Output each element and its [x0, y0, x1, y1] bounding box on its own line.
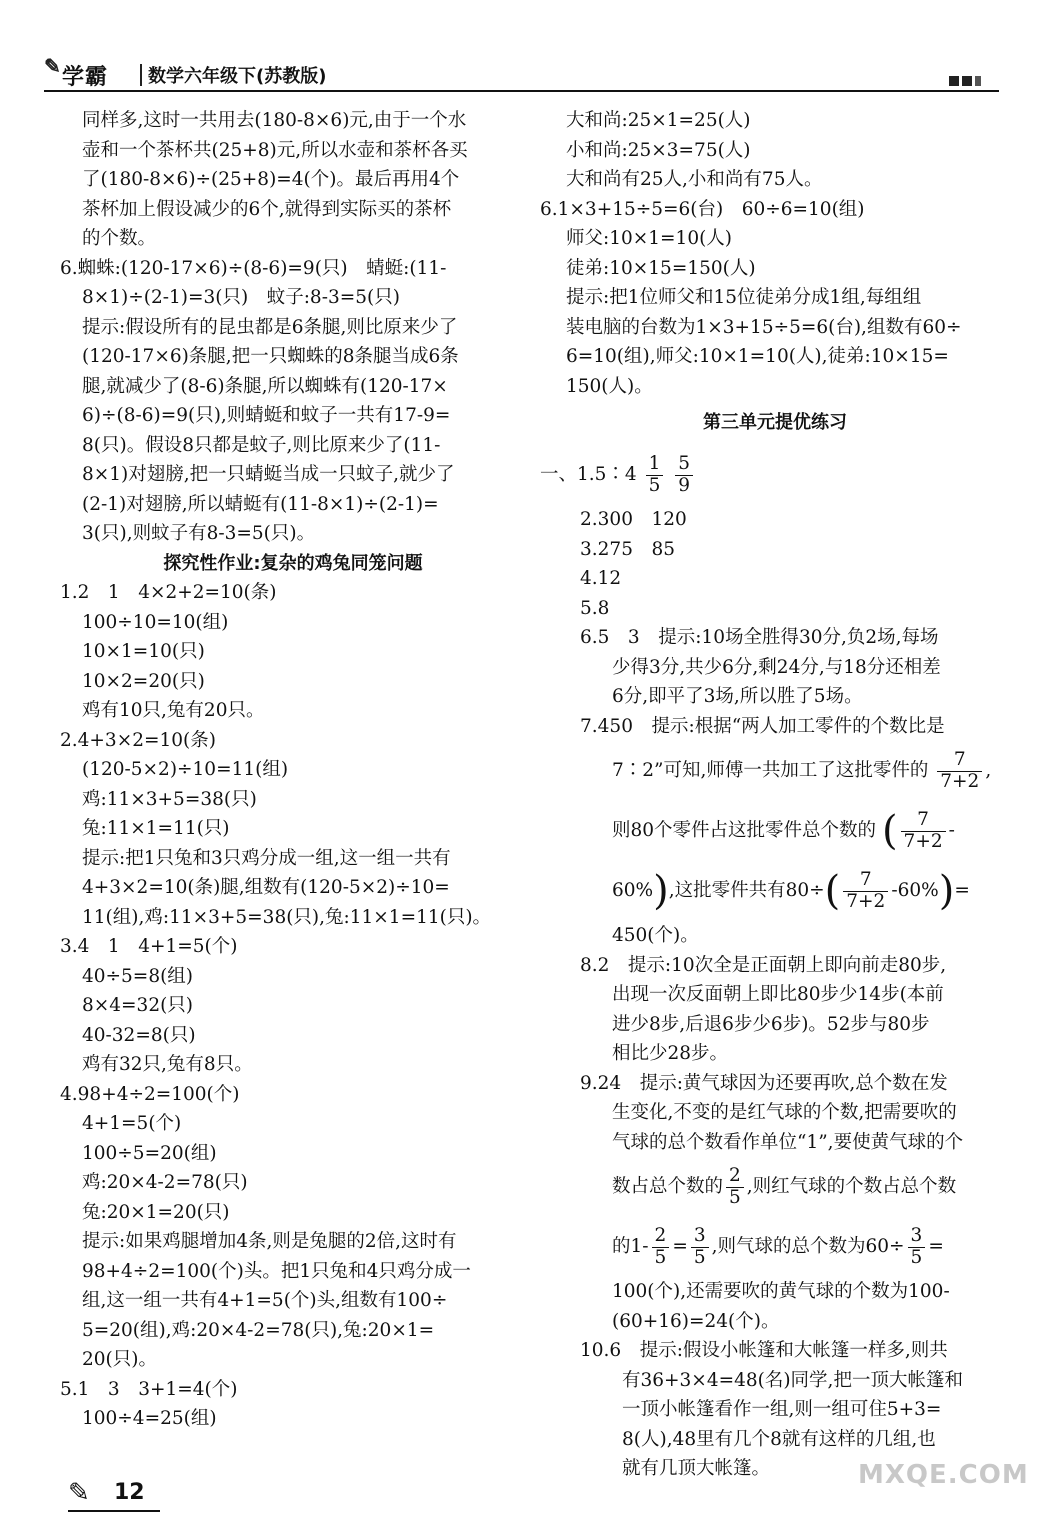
text-line: 98+4÷2=100(个)头。把1只兔和4只鸡分成一	[82, 1260, 471, 1282]
text-line: 100÷4=25(组)	[82, 1408, 217, 1429]
text-line: 数占总个数的 $\frac{2}{5}$ ,则红气球的个数占总个数	[612, 1165, 957, 1208]
text-line: 2.4+3×2=10(条)	[60, 729, 216, 751]
text-line: 3.275 85	[580, 538, 676, 560]
text-line: 了(180-8×6)÷(25+8)=4(个)。最后再用4个	[82, 169, 460, 190]
text-line: 生变化,不变的是红气球的个数,把需要吹的	[612, 1102, 957, 1123]
text-line: 提示:如果鸡腿增加4条,则是兔腿的2倍,这时有	[82, 1231, 457, 1252]
answer-1	[540, 445, 1010, 505]
text-line: 师父:10×1=10(人)	[566, 228, 733, 249]
footer-rule	[68, 1510, 160, 1512]
watermark: MXQE.COM	[858, 1460, 1029, 1490]
text-line: 一顶小帐篷看作一组,则一组可住5+3=	[622, 1399, 942, 1420]
text-line: 4+3×2=10(条)腿,组数有(120-5×2)÷10=	[82, 877, 450, 898]
book-title: 数学六年级下(苏教版)	[148, 66, 327, 87]
text-line: 20(只)。	[82, 1349, 157, 1370]
page-header	[44, 52, 999, 92]
text-line: 则80个零件占这批零件总个数的 ( $\frac{7}{7+2}$ -	[612, 808, 955, 854]
text-line: 10.6 提示:假设小帐篷和大帐篷一样多,则共	[580, 1340, 948, 1361]
text-line: (120-17×6)条腿,把一只蜘蛛的8条腿当成6条	[82, 346, 459, 367]
fraction: $\frac{2}{5}$	[726, 1166, 744, 1208]
page-number: 12	[114, 1480, 145, 1505]
text-line: 150(人)。	[566, 375, 653, 397]
fraction: $\frac{7}{7+2}$	[937, 750, 982, 792]
fraction: $\frac{2}{5}$	[652, 1226, 670, 1268]
text-line: 大和尚:25×1=25(人)	[566, 110, 751, 131]
fraction: $\frac{3}{5}$	[908, 1226, 926, 1268]
text-line: 10×2=20(只)	[82, 670, 205, 692]
text-line: 450(个)。	[612, 925, 699, 946]
left-column	[60, 106, 526, 1434]
text-line: 的1- $\frac{2}{5}$ = $\frac{3}{5}$ ,则气球的总个数为60÷ $\frac{3}{5}$ =	[612, 1225, 944, 1268]
page-footer	[68, 1476, 168, 1516]
text-line: 兔:20×1=20(只)	[82, 1201, 230, 1223]
section-heading: 探究性作业:复杂的鸡兔同笼问题	[163, 552, 423, 574]
pencil-icon: ✎	[68, 1478, 90, 1508]
text-line: 鸡有10只,兔有20只。	[82, 700, 265, 721]
text-line: 3(只),则蚊子有8-3=5(只)。	[82, 523, 316, 544]
text-line: 提示:假设所有的昆虫都是6条腿,则比原来少了	[82, 316, 458, 338]
text-line: 6=10(组),师父:10×1=10(人),徒弟:10×15=	[566, 346, 949, 367]
text-line: 装电脑的台数为1×3+15÷5=6(台),组数有60÷	[566, 316, 962, 338]
text-line: 同样多,这时一共用去(180-8×6)元,由于一个水	[82, 110, 467, 131]
text-line: 8×1)÷(2-1)=3(只) 蚊子:8-3=5(只)	[82, 287, 400, 308]
text-line: 6.蜘蛛:(120-17×6)÷(8-6)=9(只) 蜻蜓:(11-	[60, 257, 447, 279]
fraction: $\frac{7}{7+2}$	[843, 870, 888, 912]
text-line: 就有几顶大帐篷。	[622, 1458, 771, 1479]
text-line: 3.4 1 4+1=5(个)	[60, 936, 238, 957]
text-line: 6)÷(8-6)=9(只),则蜻蜓和蚊子一共有17-9=	[82, 405, 451, 426]
text-line: 的个数。	[82, 228, 157, 249]
fraction: $\frac{7}{7+2}$	[901, 810, 946, 852]
header-blocks	[949, 76, 981, 86]
text-line: 40-32=8(只)	[82, 1024, 196, 1046]
text-line: 8.2 提示:10次全是正面朝上即向前走80步,	[580, 954, 947, 976]
text-line: 大和尚有25人,小和尚有75人。	[566, 169, 823, 190]
text-line: (2-1)对翅膀,所以蜻蜓有(11-8×1)÷(2-1)=	[82, 493, 439, 515]
text-line: 1.2 1 4×2+2=10(条)	[60, 582, 277, 603]
right-column	[540, 106, 1010, 1484]
text-line: 2.300 120	[580, 509, 687, 530]
text-line: 徒弟:10×15=150(人)	[566, 257, 756, 279]
text-line: 鸡有32只,兔有8只。	[82, 1054, 253, 1075]
logo-icon: ✎	[44, 54, 61, 78]
text-line: 9.24 提示:黄气球因为还要再吹,总个数在发	[580, 1072, 948, 1094]
text-line: 5.8	[580, 597, 610, 619]
text-line: 6分,即平了3场,所以胜了5场。	[612, 686, 863, 707]
text-line: 鸡:20×4-2=78(只)	[82, 1172, 248, 1193]
text-line: 茶杯加上假设减少的6个,就得到实际买的茶杯	[82, 198, 452, 220]
text-line: 5=20(组),鸡:20×4-2=78(只),兔:20×1=	[82, 1319, 435, 1341]
text-line: 出现一次反面朝上即比80步少14步(本前	[612, 984, 944, 1005]
text-line: 8×1)对翅膀,把一只蜻蜓当成一只蚊子,就少了	[82, 464, 455, 485]
text-line: 小和尚:25×3=75(人)	[566, 139, 751, 161]
section-heading: 第三单元提优练习	[703, 412, 847, 433]
text-line: (120-5×2)÷10=11(组)	[82, 759, 289, 780]
text-line: 6.5 3 提示:10场全胜得30分,负2场,每场	[580, 627, 939, 648]
text-line: 40÷5=8(组)	[82, 965, 194, 987]
text-line: 10×1=10(只)	[82, 641, 205, 662]
text-line: 兔:11×1=11(只)	[82, 818, 230, 839]
text-line: 腿,就减少了(8-6)条腿,所以蜘蛛有(120-17×	[82, 375, 448, 397]
fraction: $\frac{3}{5}$	[691, 1226, 709, 1268]
text-line: 8(只)。假设8只都是蚊子,则比原来少了(11-	[82, 434, 441, 456]
text-line: 8×4=32(只)	[82, 995, 194, 1016]
text-line: 11(组),鸡:11×3+5=38(只),兔:11×1=11(只)。	[82, 906, 492, 928]
text-line: 鸡:11×3+5=38(只)	[82, 788, 257, 810]
text-line: 8(人),48里有几个8就有这样的几组,也	[622, 1428, 936, 1450]
text-line: 100÷5=20(组)	[82, 1142, 217, 1164]
text-line: 6.1×3+15÷5=6(台) 60÷6=10(组)	[540, 198, 865, 220]
text-line: 60%),这批零件共有80÷( $\frac{7}{7+2}$ -60%)=	[612, 868, 970, 914]
text-line: 4.12	[580, 568, 622, 589]
text-line: 提示:把1只兔和3只鸡分成一组,这一组一共有	[82, 847, 451, 869]
logo: 学霸	[62, 65, 109, 90]
text-line: 气球的总个数看作单位“1”,要使黄气球的个	[612, 1131, 964, 1153]
text-line: 7.450 提示:根据“两人加工零件的个数比是	[580, 715, 945, 737]
text-line: 5.1 3 3+1=4(个)	[60, 1378, 238, 1400]
answer-text: 一、1.5∶4	[540, 464, 637, 485]
text-line: 提示:把1位师父和15位徒弟分成1组,每组组	[566, 287, 922, 308]
text-line: 100÷10=10(组)	[82, 611, 229, 633]
fraction: $\frac{5}{9}$	[675, 454, 693, 496]
text-line: 壶和一个茶杯共(25+8)元,所以水壶和茶杯各买	[82, 139, 468, 161]
text-line: 进少8步,后退6步少6步)。52步与80步	[612, 1013, 930, 1035]
text-line: 100(个),还需要吹的黄气球的个数为100-	[612, 1281, 950, 1302]
text-line: 7∶2”可知,师傅一共加工了这批零件的 $\frac{7}{7+2}$ ,	[612, 749, 992, 792]
text-line: 少得3分,共少6分,剩24分,与18分还相差	[612, 656, 941, 678]
header-rule	[44, 90, 999, 92]
text-line: 组,这一组一共有4+1=5(个)头,组数有100÷	[82, 1290, 448, 1311]
text-line: (60+16)=24(个)。	[612, 1310, 780, 1332]
text-line: 有36+3×4=48(名)同学,把一顶大帐篷和	[622, 1369, 963, 1391]
text-line: 4+1=5(个)	[82, 1113, 182, 1134]
header-divider	[140, 64, 142, 86]
text-line: 4.98+4÷2=100(个)	[60, 1083, 240, 1105]
text-line: 相比少28步。	[612, 1043, 729, 1064]
fraction: $\frac{1}{5}$	[646, 454, 664, 496]
